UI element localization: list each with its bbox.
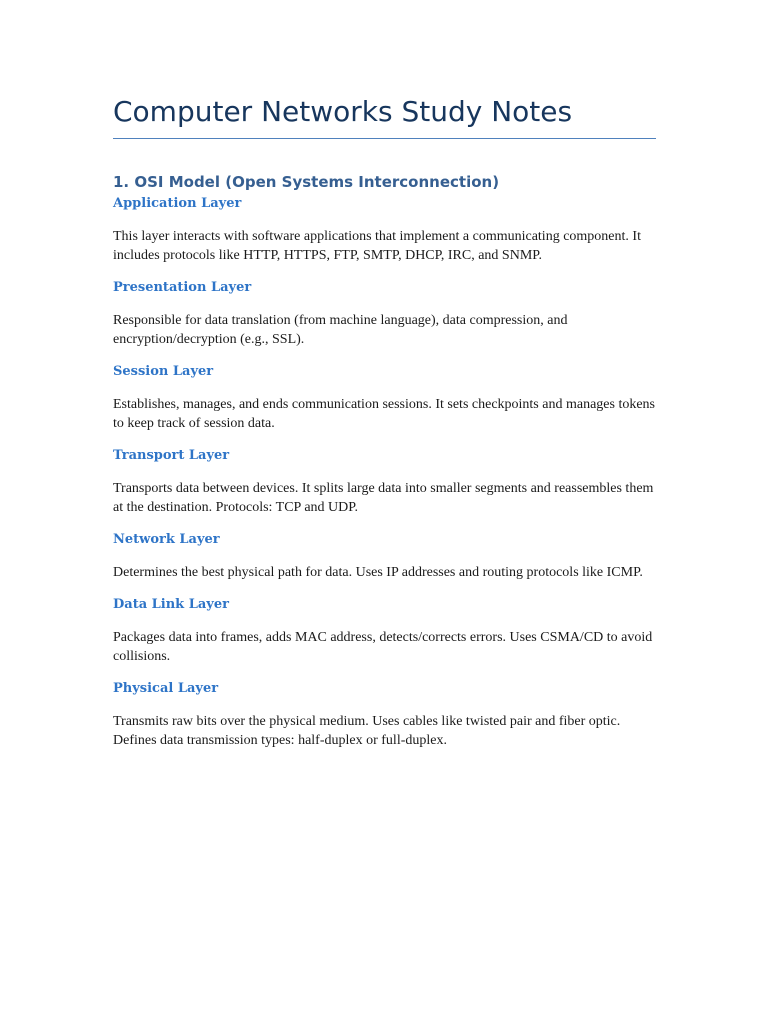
layer-text-presentation: Responsible for data translation (from machine language), data compression, and encryption/decryption (e.g., SSL). [113,313,568,347]
layer-heading-data-link: Data Link Layer [113,597,229,612]
layer-heading-session: Session Layer [113,364,214,379]
layer-text-application: This layer interacts with software applications that implement a communicating component. It includes protocols like HTTP, HTTPS, FTP, SMTP, DHCP, IRC, and SNMP. [113,229,641,263]
layer-heading-transport: Transport Layer [113,448,230,463]
title-underline [113,138,656,139]
layer-text-transport: Transports data between devices. It splits large data into smaller segments and reassembles them at the destination. Protocols: TCP and UDP. [113,481,654,515]
layer-block-session [113,363,658,433]
layer-text-session: Establishes, manages, and ends communication sessions. It sets checkpoints and manages tokens to keep track of session data. [113,397,656,431]
layer-block-network [113,531,658,582]
layer-block-physical [113,680,658,750]
layer-block-data-link [113,596,658,666]
layer-heading-presentation: Presentation Layer [113,280,252,295]
layer-text-physical: Transmits raw bits over the physical medium. Uses cables like twisted pair and fiber optic. Defines data transmission types: half-duplex or full-duplex. [113,714,621,748]
layer-block-application [113,195,658,265]
layer-block-presentation [113,279,658,349]
layer-heading-physical: Physical Layer [113,681,219,696]
layer-text-data-link: Packages data into frames, adds MAC address, detects/corrects errors. Uses CSMA/CD to avoid collisions. [113,630,653,664]
layer-heading-network: Network Layer [113,532,220,547]
document-content [113,93,658,750]
layer-heading-application: Application Layer [113,196,242,211]
layer-block-transport [113,447,658,517]
layer-text-network: Determines the best physical path for data. Uses IP addresses and routing protocols like ICMP. [113,565,643,580]
section-heading-osi-model: 1. OSI Model (Open Systems Interconnection) [113,173,500,191]
document-title: Computer Networks Study Notes [113,95,573,128]
